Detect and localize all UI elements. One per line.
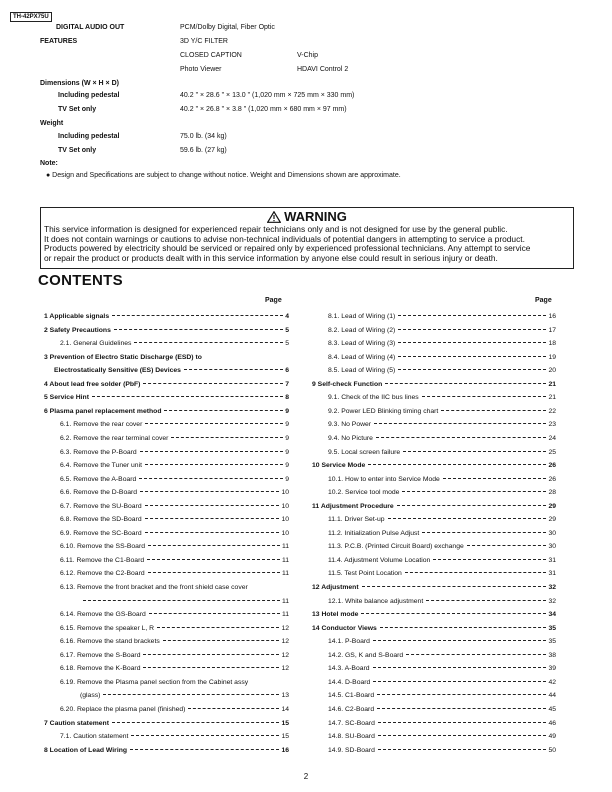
- toc-entry-page: 11: [281, 597, 289, 605]
- toc-entry-page: 15: [281, 733, 289, 741]
- toc-entry-title: 6.12. Remove the C2-Board: [60, 570, 145, 578]
- toc-leader: [103, 694, 279, 695]
- toc-leader: [149, 613, 280, 614]
- toc-entry-page: 26: [548, 475, 556, 483]
- toc-entry-title: 9.2. Power LED Blinking timing chart: [328, 407, 439, 415]
- toc-entry-page: 9: [285, 448, 289, 456]
- toc-entry[interactable]: [328, 516, 556, 526]
- toc-entry-title: 4 About lead free solder (PbF): [44, 380, 141, 388]
- toc-entry[interactable]: [60, 489, 289, 499]
- toc-entry-page: 15: [281, 719, 289, 727]
- toc-entry[interactable]: [328, 367, 556, 377]
- toc-entry[interactable]: [60, 665, 289, 675]
- toc-leader: [362, 586, 547, 587]
- weight-tvset-label: TV Set only: [58, 147, 97, 154]
- toc-entry-title: 10.1. How to enter into Service Mode: [328, 475, 440, 483]
- toc-entry-page: 29: [548, 516, 556, 524]
- toc-entry-page: 12: [281, 638, 289, 646]
- toc-entry-title: 12.1. White balance adjustment: [328, 597, 424, 605]
- toc-entry-title: 9.4. No Picture: [328, 434, 373, 442]
- page-header-left: Page: [265, 297, 282, 304]
- toc-leader: [157, 627, 279, 628]
- toc-entry-title: 6.11. Remove the C1-Board: [60, 556, 145, 564]
- toc-entry[interactable]: [328, 692, 556, 702]
- toc-entry-title: 10.2. Service tool mode: [328, 489, 400, 497]
- toc-entry[interactable]: [44, 747, 289, 757]
- toc-leader: [171, 437, 283, 438]
- warning-line: or repair the product or products dealt with in this service information by anyone else could result in serious injury or death.: [44, 252, 498, 263]
- toc-leader: [143, 383, 283, 384]
- toc-entry-page: 12: [281, 624, 289, 632]
- toc-leader: [368, 464, 546, 465]
- toc-entry-title: 6.2. Remove the rear terminal cover: [60, 434, 169, 442]
- toc-entry-page: 26: [548, 462, 556, 470]
- toc-entry-page: 38: [548, 651, 556, 659]
- toc-leader: [188, 708, 279, 709]
- toc-entry[interactable]: [44, 408, 289, 418]
- toc-entry[interactable]: [328, 408, 556, 418]
- toc-entry[interactable]: [44, 381, 289, 391]
- toc-entry-title: 5 Service Hint: [44, 394, 89, 402]
- toc-entry-title: 6.16. Remove the stand brackets: [60, 638, 160, 646]
- dimensions-heading: Dimensions (W × H × D): [40, 80, 119, 87]
- toc-entry-page: 21: [548, 380, 556, 388]
- toc-entry-title: 8.4. Lead of Wiring (4): [328, 353, 396, 361]
- toc-leader: [433, 559, 546, 560]
- toc-entry-title: 9.3. No Power: [328, 421, 372, 429]
- toc-entry-page: 45: [548, 705, 556, 713]
- toc-entry-page: 24: [548, 434, 556, 442]
- dim-pedestal-value: 40.2 " × 28.6 " × 13.0 " (1,020 mm × 725 mm × 330 mm): [180, 92, 355, 99]
- toc-entry[interactable]: [328, 313, 556, 323]
- toc-entry-page: 5: [285, 340, 289, 348]
- toc-entry[interactable]: [328, 665, 556, 675]
- toc-entry[interactable]: [60, 557, 289, 567]
- toc-entry-page: 7: [285, 380, 289, 388]
- toc-leader: [130, 749, 279, 750]
- toc-entry[interactable]: [60, 679, 289, 689]
- toc-leader: [145, 505, 280, 506]
- toc-leader: [134, 342, 283, 343]
- toc-entry[interactable]: [60, 476, 289, 486]
- toc-entry-title: 6.7. Remove the SU-Board: [60, 502, 142, 510]
- toc-entry[interactable]: [328, 327, 556, 337]
- spec-value-audio: PCM/Dolby Digital, Fiber Optic: [180, 24, 275, 31]
- toc-entry-page: 10: [281, 489, 289, 497]
- toc-entry-page: 23: [548, 421, 556, 429]
- toc-entry-page: 18: [548, 340, 556, 348]
- toc-entry-page: 42: [548, 678, 556, 686]
- toc-entry-page: 11: [281, 556, 289, 564]
- toc-entry[interactable]: [60, 462, 289, 472]
- dim-tvset-value: 40.2 " × 26.8 " × 3.8 " (1,020 mm × 680 mm × 97 mm): [180, 106, 347, 113]
- toc-leader: [373, 667, 547, 668]
- toc-leader: [163, 640, 280, 641]
- toc-leader: [148, 572, 280, 573]
- toc-entry[interactable]: [312, 584, 556, 594]
- toc-entry-title: 6.1. Remove the rear cover: [60, 421, 143, 429]
- toc-entry-title: 6.9. Remove the SC-Board: [60, 529, 142, 537]
- toc-entry[interactable]: [54, 367, 289, 377]
- toc-entry[interactable]: [60, 435, 289, 445]
- toc-entry[interactable]: [44, 354, 289, 364]
- toc-entry-page: 35: [548, 624, 556, 632]
- toc-entry[interactable]: [60, 584, 289, 594]
- warning-line: Products powered by electricity should be serviced or repaired only by experienced professional technicians. Any attempt to service: [44, 243, 531, 253]
- toc-entry-title: 14.1. P-Board: [328, 638, 370, 646]
- toc-entry[interactable]: [60, 449, 289, 459]
- toc-leader: [377, 708, 546, 709]
- toc-entry[interactable]: [60, 625, 289, 635]
- toc-entry[interactable]: [60, 638, 289, 648]
- toc-entry-title: 6.18. Remove the K-Board: [60, 665, 141, 673]
- toc-entry-page: 39: [548, 665, 556, 673]
- toc-leader: [373, 681, 546, 682]
- toc-entry[interactable]: [60, 733, 289, 743]
- toc-entry[interactable]: [312, 462, 556, 472]
- warning-triangle-icon: [267, 211, 281, 223]
- toc-entry-page: 11: [281, 611, 289, 619]
- spec-value-hdavi: HDAVI Control 2: [297, 66, 349, 73]
- toc-entry-title: 14.8. SU-Board: [328, 733, 375, 741]
- toc-entry[interactable]: [60, 543, 289, 553]
- warning-body: [44, 225, 570, 263]
- toc-leader: [164, 410, 283, 411]
- toc-entry[interactable]: [328, 598, 556, 608]
- toc-entry-page: 17: [548, 326, 556, 334]
- toc-entry[interactable]: [328, 720, 556, 730]
- toc-entry-title: 14.6. C2-Board: [328, 705, 375, 713]
- toc-entry-title: 11.1. Driver Set-up: [328, 516, 385, 524]
- toc-entry-title: 14.4. D-Board: [328, 678, 371, 686]
- toc-entry-title: 2.1. General Guidelines: [60, 340, 132, 348]
- weight-pedestal-value: 75.0 lb. (34 kg): [180, 133, 227, 140]
- toc-entry-title: 8 Location of Lead Wiring: [44, 746, 128, 754]
- toc-entry[interactable]: [328, 489, 556, 499]
- dim-pedestal-label: Including pedestal: [58, 92, 120, 99]
- toc-entry-page: 10: [281, 516, 289, 524]
- toc-entry-title: 1 Applicable signals: [44, 313, 110, 320]
- toc-leader: [140, 451, 284, 452]
- toc-entry-page: 12: [281, 651, 289, 659]
- toc-leader: [398, 369, 546, 370]
- toc-entry-title: 9 Self-check Function: [312, 380, 383, 388]
- model-label: TH-42PX75U: [10, 12, 52, 22]
- toc-entry-title: 6.10. Remove the SS-Board: [60, 543, 146, 551]
- toc-leader: [92, 396, 283, 397]
- toc-entry-title: Electrostatically Sensitive (ES) Devices: [54, 367, 181, 375]
- toc-entry-title: 11.4. Adjustment Volume Location: [328, 556, 431, 564]
- toc-entry-page: 32: [548, 584, 556, 591]
- note-heading: Note:: [40, 160, 58, 167]
- toc-leader: [140, 491, 279, 492]
- toc-entry[interactable]: [328, 652, 556, 662]
- toc-leader: [398, 356, 546, 357]
- toc-entry-title: 12 Adjustment: [312, 584, 359, 591]
- toc-entry-page: 22: [548, 407, 556, 415]
- toc-entry-title: 14.9. SD-Board: [328, 746, 375, 754]
- toc-entry-title: 11.2. Initialization Pulse Adjust: [328, 529, 420, 537]
- toc-entry[interactable]: [60, 516, 289, 526]
- toc-entry-title: 7 Caution statement: [44, 719, 109, 727]
- toc-entry-page: 34: [548, 611, 556, 619]
- toc-entry-page: 9: [285, 462, 289, 470]
- toc-entry-title: 6.20. Replace the plasma panel (finished): [60, 705, 186, 713]
- toc-entry-page: 19: [548, 353, 556, 361]
- toc-entry[interactable]: [328, 557, 556, 567]
- toc-entry-title: 14.2. GS, K and S-Board: [328, 651, 404, 659]
- toc-entry-page: 44: [548, 692, 556, 700]
- toc-entry-title: 11.3. P.C.B. (Printed Circuit Board) exchange: [328, 543, 464, 551]
- toc-entry-title: 6 Plasma panel replacement method: [44, 407, 162, 415]
- toc-entry-title: 9.5. Local screen failure: [328, 448, 401, 456]
- toc-entry-title: 8.2. Lead of Wiring (2): [328, 326, 396, 334]
- toc-leader: [397, 505, 547, 506]
- toc-entry-page: 46: [548, 719, 556, 727]
- page-header-right: Page: [535, 297, 552, 304]
- toc-entry-title: 13 Hotel mode: [312, 611, 359, 619]
- toc-entry[interactable]: [80, 598, 289, 608]
- toc-entry-title: 14.5. C1-Board: [328, 692, 375, 700]
- toc-entry-title: 3 Prevention of Electro Static Discharge (ESD) to: [44, 353, 202, 361]
- note-bullet: ● Design and Specifications are subject to change without notice. Weight and Dimensions shown are approximate.: [46, 172, 401, 179]
- toc-entry-title: 6.15. Remove the speaker L, R: [60, 624, 155, 632]
- toc-entry-title: 7.1. Caution statement: [60, 733, 129, 741]
- toc-entry[interactable]: [60, 611, 289, 621]
- toc-leader: [131, 735, 279, 736]
- toc-entry-page: 11: [281, 570, 289, 578]
- toc-entry-title: 8.3. Lead of Wiring (3): [328, 340, 396, 348]
- toc-leader: [398, 315, 546, 316]
- toc-entry-page: 9: [285, 407, 289, 415]
- toc-entry-title: 6.8. Remove the SD-Board: [60, 516, 142, 524]
- toc-entry-title: 11 Adjustment Procedure: [312, 502, 394, 510]
- toc-leader: [145, 464, 283, 465]
- toc-entry[interactable]: [312, 503, 556, 513]
- toc-leader: [441, 410, 546, 411]
- toc-entry-page: 14: [281, 705, 289, 713]
- toc-entry-title: 6.5. Remove the A-Board: [60, 475, 137, 483]
- toc-entry-title: 6.17. Remove the S-Board: [60, 651, 141, 659]
- toc-entry-title: 14 Conductor Views: [312, 624, 377, 632]
- toc-entry-title: 8.5. Lead of Wiring (5): [328, 367, 396, 375]
- toc-leader: [443, 478, 547, 479]
- weight-heading: Weight: [40, 120, 64, 127]
- toc-leader: [422, 532, 546, 533]
- toc-entry-page: 35: [548, 638, 556, 646]
- toc-entry-page: 5: [285, 326, 289, 334]
- warning-title-text: WARNING: [284, 209, 347, 224]
- toc-entry-page: 9: [285, 434, 289, 442]
- toc-entry[interactable]: [312, 611, 556, 621]
- toc-leader: [374, 423, 546, 424]
- toc-leader: [422, 396, 547, 397]
- toc-entry-page: 9: [285, 475, 289, 483]
- toc-entry-page: 6: [285, 367, 289, 375]
- toc-leader: [184, 369, 283, 370]
- toc-entry[interactable]: [328, 530, 556, 540]
- toc-entry[interactable]: [328, 354, 556, 364]
- toc-entry[interactable]: [60, 503, 289, 513]
- warning-box: [40, 207, 574, 269]
- spec-value-photo: Photo Viewer: [180, 66, 222, 73]
- toc-leader: [406, 654, 546, 655]
- toc-entry[interactable]: [60, 652, 289, 662]
- toc-leader: [112, 315, 283, 316]
- toc-entry[interactable]: [328, 449, 556, 459]
- toc-entry-title: 9.1. Check of the IIC bus lines: [328, 394, 419, 402]
- toc-entry[interactable]: [60, 421, 289, 431]
- toc-leader: [361, 613, 546, 614]
- toc-leader: [398, 342, 546, 343]
- toc-entry-page: 11: [281, 543, 289, 551]
- toc-entry-page: 50: [548, 746, 556, 754]
- toc-leader: [402, 491, 546, 492]
- toc-entry[interactable]: [44, 720, 289, 730]
- toc-entry-title: 2 Safety Precautions: [44, 326, 111, 334]
- toc-entry[interactable]: [328, 747, 556, 757]
- toc-leader: [143, 667, 279, 668]
- toc-leader: [145, 423, 283, 424]
- toc-entry-title: 6.3. Remove the P-Board: [60, 448, 137, 456]
- toc-leader: [378, 722, 547, 723]
- toc-entry-title: 14.3. A-Board: [328, 665, 370, 673]
- toc-leader: [143, 654, 279, 655]
- warning-title: [41, 209, 573, 224]
- toc-entry-title: 11.5. Test Point Location: [328, 570, 402, 578]
- toc-entry[interactable]: [44, 313, 289, 323]
- toc-entry-title: 6.14. Remove the GS-Board: [60, 611, 146, 619]
- toc-entry[interactable]: [60, 706, 289, 716]
- toc-entry-page: 12: [281, 665, 289, 673]
- toc-entry-page: 49: [548, 733, 556, 741]
- toc-entry-page: 21: [548, 394, 556, 402]
- warning-line: It does not contain warnings or cautions to advise non-technical individuals of potential dangers in attempting to service a product.: [44, 233, 525, 244]
- toc-leader: [467, 545, 547, 546]
- toc-entry-title: 6.4. Remove the Tuner unit: [60, 462, 142, 470]
- toc-entry[interactable]: [328, 394, 556, 404]
- toc-entry-page: 10: [281, 502, 289, 510]
- toc-entry-page: 8: [285, 394, 289, 402]
- toc-entry-page: 16: [548, 313, 556, 320]
- toc-entry[interactable]: [328, 733, 556, 743]
- toc-entry[interactable]: [44, 327, 289, 337]
- toc-leader: [83, 600, 280, 601]
- spec-label-audio: DIGITAL AUDIO OUT: [56, 24, 125, 31]
- toc-entry[interactable]: [80, 692, 289, 702]
- toc-leader: [403, 451, 546, 452]
- spec-value-vchip: V-Chip: [297, 52, 319, 59]
- toc-leader: [380, 627, 547, 628]
- toc-leader: [405, 572, 547, 573]
- toc-leader: [114, 329, 283, 330]
- page-number: 2: [303, 772, 309, 781]
- toc-entry[interactable]: [60, 340, 289, 350]
- toc-entry-page: 9: [285, 421, 289, 429]
- toc-entry[interactable]: [44, 394, 289, 404]
- weight-tvset-value: 59.6 lb. (27 kg): [180, 147, 227, 154]
- toc-entry-page: 31: [548, 570, 556, 578]
- toc-leader: [378, 735, 547, 736]
- toc-leader: [388, 518, 547, 519]
- toc-entry-page: 4: [285, 313, 289, 320]
- toc-leader: [378, 749, 547, 750]
- toc-entry[interactable]: [312, 381, 556, 391]
- toc-entry-title: 6.13. Remove the front bracket and the front shield case cover: [60, 584, 248, 591]
- toc-entry-title: 14.7. SC-Board: [328, 719, 375, 727]
- toc-entry-page: 25: [548, 448, 556, 456]
- toc-entry[interactable]: [328, 543, 556, 553]
- toc-entry[interactable]: [328, 340, 556, 350]
- toc-leader: [426, 600, 546, 601]
- toc-entry-page: 16: [281, 746, 289, 754]
- toc-leader: [385, 383, 546, 384]
- toc-leader: [147, 559, 280, 560]
- toc-entry-page: 28: [548, 489, 556, 497]
- toc-entry[interactable]: [328, 706, 556, 716]
- weight-pedestal-label: Including pedestal: [58, 133, 120, 140]
- toc-entry-page: 30: [548, 543, 556, 551]
- toc-entry-title: (glass): [80, 692, 101, 700]
- toc-entry[interactable]: [312, 625, 556, 635]
- toc-entry-page: 13: [281, 692, 289, 700]
- toc-leader: [376, 437, 546, 438]
- toc-entry[interactable]: [328, 421, 556, 431]
- toc-entry-title: 8.1. Lead of Wiring (1): [328, 313, 396, 320]
- toc-entry-page: 29: [548, 502, 556, 510]
- toc-leader: [145, 532, 280, 533]
- toc-leader: [145, 518, 280, 519]
- toc-leader: [148, 545, 280, 546]
- toc-entry[interactable]: [328, 570, 556, 580]
- toc-entry-page: 32: [548, 597, 556, 605]
- toc-entry-page: 20: [548, 367, 556, 375]
- toc-entry-page: 30: [548, 529, 556, 537]
- dim-tvset-label: TV Set only: [58, 106, 97, 113]
- toc-entry[interactable]: [328, 435, 556, 445]
- spec-label-features: FEATURES: [40, 38, 78, 45]
- spec-value-3dyc: 3D Y/C FILTER: [180, 38, 228, 45]
- toc-entry[interactable]: [60, 530, 289, 540]
- warning-line: This service information is designed for experienced repair technicians only and is not designed for use by the general public.: [44, 224, 508, 234]
- toc-leader: [112, 722, 279, 723]
- toc-entry-page: 31: [548, 556, 556, 564]
- toc-entry[interactable]: [328, 638, 556, 648]
- toc-entry[interactable]: [60, 570, 289, 580]
- toc-leader: [377, 694, 546, 695]
- toc-leader: [139, 478, 283, 479]
- toc-entry[interactable]: [328, 476, 556, 486]
- toc-entry-title: 10 Service Mode: [312, 462, 366, 470]
- toc-entry-title: 6.19. Remove the Plasma panel section from the Cabinet assy: [60, 678, 249, 686]
- toc-leader: [398, 329, 546, 330]
- contents-title: CONTENTS: [38, 272, 123, 289]
- toc-entry-title: 6.6. Remove the D-Board: [60, 489, 138, 497]
- spec-value-cc: CLOSED CAPTION: [180, 52, 242, 59]
- toc-leader: [373, 640, 546, 641]
- toc-entry-page: 10: [281, 529, 289, 537]
- toc-entry[interactable]: [328, 679, 556, 689]
